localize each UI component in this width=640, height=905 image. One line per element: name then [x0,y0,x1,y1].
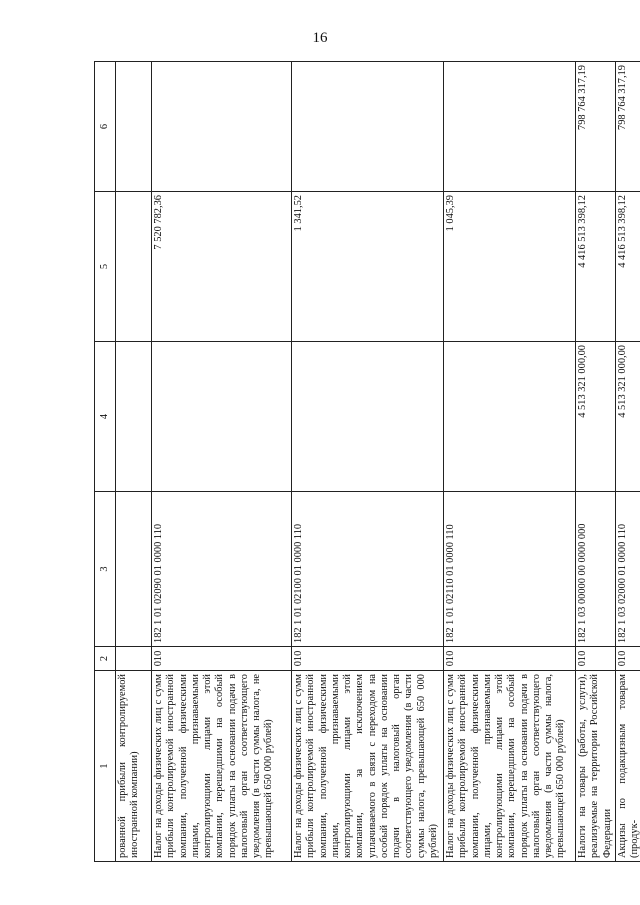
row-kbk: 182 1 03 00000 00 0000 000 [576,492,616,647]
row-col5 [116,192,152,342]
row-col4 [152,342,292,492]
row-code: 010 [292,647,444,671]
row-col4 [116,342,152,492]
table-row [615,62,640,862]
row-col5: 1 341,52 [292,192,444,342]
row-kbk: 182 1 03 02000 01 0000 110 [615,492,640,647]
table-row [292,62,444,862]
row-code [116,647,152,671]
table-row [444,62,576,862]
budget-revenue-table [94,61,640,862]
row-col4 [292,342,444,492]
row-kbk: 182 1 01 02100 01 0000 110 [292,492,444,647]
row-code: 010 [152,647,292,671]
column-header: 5 [95,192,116,342]
row-col6: 798 764 317,19 [615,62,640,192]
row-name: Налоги на товары (работы, услуги), реализуемые на территории Российской Федерации [576,671,616,862]
row-kbk: 182 1 01 02110 01 0000 110 [444,492,576,647]
row-col6: 798 764 317,19 [576,62,616,192]
column-header: 6 [95,62,116,192]
row-name: Налог на доходы физических лиц с сумм прибыли контролируемой иностранной компании, полученной физическими лицами, признаваемыми контролирующими лицами этой компании, за исключением уплачиваемого в связи с переходом на особый порядок уплаты на основании подачи в налоговый орган соответствующего уведомления (в части суммы налога, превышающей 650 000 рублей) [292,671,444,862]
row-name: Налог на доходы физических лиц с сумм прибыли контролируемой иностранной компании, полученной физическими лицами, признаваемыми контролирующими лицами этой компании, перешедшими на особый порядок уплаты на основании подачи в налоговый орган соответствующего уведомления (в части суммы налога, не превышающей 650 000 рублей) [152,671,292,862]
table-row [576,62,616,862]
row-code: 010 [444,647,576,671]
row-col6 [152,62,292,192]
row-col6 [292,62,444,192]
column-header: 4 [95,342,116,492]
row-kbk [116,492,152,647]
row-col6 [116,62,152,192]
row-col4 [444,342,576,492]
row-col4: 4 513 321 000,00 [576,342,616,492]
rotated-table-container [94,62,640,862]
row-code: 010 [576,647,616,671]
row-col6 [444,62,576,192]
row-name: рованной прибыли контролируемой иностранной компании) [116,671,152,862]
column-header: 1 [95,671,116,862]
row-col5: 1 045,39 [444,192,576,342]
row-col5: 4 416 513 398,12 [615,192,640,342]
row-code: 010 [615,647,640,671]
page-number: 16 [312,30,328,46]
row-col4: 4 513 321 000,00 [615,342,640,492]
column-header: 3 [95,492,116,647]
table-row [152,62,292,862]
row-name: Акцизы по подакцизным товарам (продук- [615,671,640,862]
row-kbk: 182 1 01 02090 01 0000 110 [152,492,292,647]
column-header: 2 [95,647,116,671]
header-row [95,62,116,862]
table-row [116,62,152,862]
row-name: Налог на доходы физических лиц с сумм прибыли контролируемой иностранной компании, полученной физическими лицами, признаваемыми контролирующими лицами этой компании, перешедшими на особый порядок уплаты на основании подачи в налоговый орган соответствующего уведомления (в части суммы налога, превышающей 650 000 рублей) [444,671,576,862]
row-col5: 4 416 513 398,12 [576,192,616,342]
row-col5: 7 520 782,36 [152,192,292,342]
